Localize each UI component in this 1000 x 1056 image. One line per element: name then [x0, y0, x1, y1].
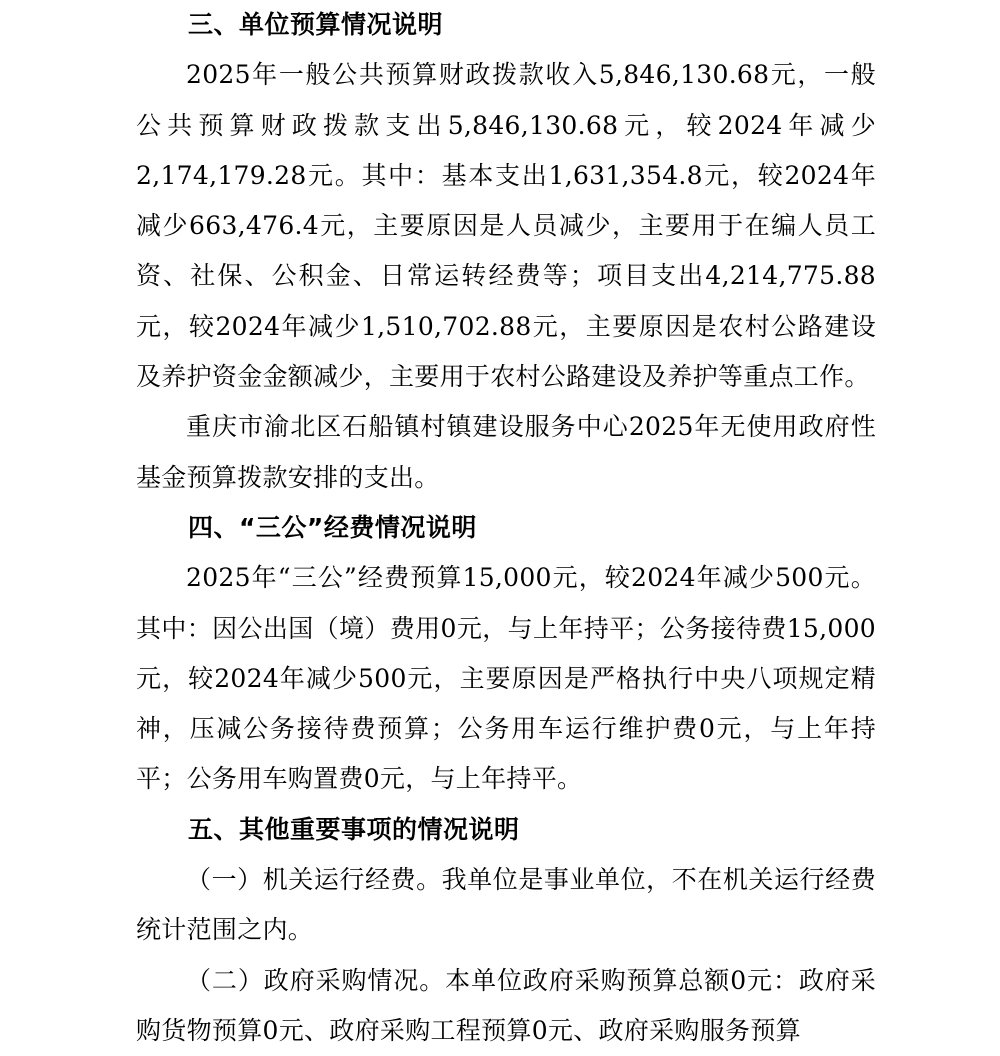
document-page	[136, 0, 876, 1056]
paragraph-budget-overview: 2025年一般公共预算财政拨款收入5,846,130.68元，一般公共预算财政拨款支出5,846,130.68元，较2024年减少2,174,179.28元。其中：基本支出1,631,354.8元，较2024年减少663,476.4元，主要原因是人员减少，主要用于在编人员工资、社保、公积金、日常运转经费等；项目支出4,214,775.88元，较2024年减少1,510,702.88元，主要原因是农村公路建设及养护资金金额减少，主要用于农村公路建设及养护等重点工作。	[136, 60, 876, 392]
section-heading-5: 五、其他重要事项的情况说明	[188, 814, 520, 844]
paragraph-government-fund: 重庆市渝北区石船镇村镇建设服务中心2025年无使用政府性基金预算拨款安排的支出。	[136, 412, 876, 492]
section-heading-3: 三、单位预算情况说明	[188, 10, 444, 39]
paragraph-government-procurement: （二）政府采购情况。本单位政府采购预算总额0元：政府采购货物预算0元、政府采购工程预算0元、政府采购服务预算	[136, 965, 876, 1045]
section-heading-4: 四、“三公”经费情况说明	[188, 512, 477, 542]
paragraph-operating-expenses: （一）机关运行经费。我单位是事业单位，不在机关运行经费统计范围之内。	[136, 865, 876, 945]
paragraph-three-public-expenses: 2025年“三公”经费预算15,000元，较2024年减少500元。其中：因公出国（境）费用0元，与上年持平；公务接待费15,000元，较2024年减少500元，主要原因是严格执行中央八项规定精神，压减公务接待费预算；公务用车运行维护费0元，与上年持平；公务用车购置费0元，与上年持平。	[136, 563, 876, 794]
